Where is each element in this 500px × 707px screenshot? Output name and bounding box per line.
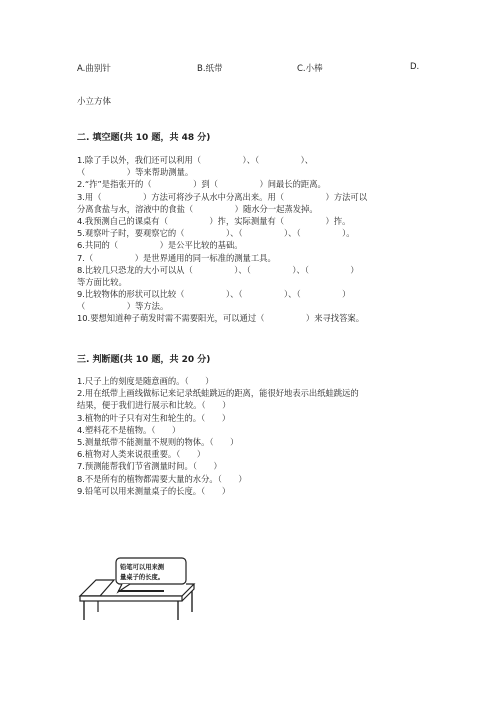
fill-in-questions <box>77 154 437 325</box>
bubble-text-2: 量桌子的长度。 <box>120 574 165 581</box>
question-line: 10.要想知道种子萌发时需不需要阳光，可以通过（ ）来寻找答案。 <box>77 313 364 324</box>
table-top-front <box>80 596 182 601</box>
question-line: 等方面比较。 <box>77 276 127 287</box>
option-a: A.曲别针 <box>77 64 111 74</box>
judge-line: 结果，便于我们进行展示和比较。（ ） <box>77 400 231 411</box>
judge-line: 1.尺子上的刻度是随意画的。（ ） <box>77 376 214 386</box>
judge-line: 7.预测能帮我们节省测量时间。（ ） <box>77 461 222 472</box>
judge-line: 5.测量纸带不能测量不规则的物体。（ ） <box>77 436 239 447</box>
option-d-continued: 小立方体 <box>77 97 112 107</box>
question-line: （ ）等来帮助测量。 <box>77 167 194 178</box>
option-c: C.小棒 <box>297 64 323 74</box>
question-line: 5.观察叶子时，要观察它的（ ）、（ ）、（ ）。 <box>77 228 355 239</box>
question-line: 2.“拃”是指张开的（ ）到（ ）间最长的距离。 <box>77 179 326 190</box>
section-3-title: 三. 判断题(共 10 题，共 20 分) <box>77 355 211 365</box>
option-d: D. <box>410 62 420 72</box>
bubble-text-1: 铅笔可以用来测 <box>120 564 165 571</box>
question-line: 9.比较物体的形状可以比较（ ）、（ ）、（ ） <box>77 289 351 300</box>
question-line: 3.用（ ）方法可将沙子从水中分离出来。用（ ）方法可以 <box>77 191 368 202</box>
question-line: （ ）等方法。 <box>77 301 169 312</box>
judge-line: 4.塑料花不是植物。（ ） <box>77 424 181 435</box>
judge-line: 8.不是所有的植物都需要大量的水分。（ ） <box>77 473 247 484</box>
question-line: 分离食盐与水，溶液中的食盐（ ）随水分一起蒸发掉。 <box>77 203 318 214</box>
question-line: 7.（ ）是世界通用的同一标准的测量工具。 <box>77 252 276 263</box>
judge-line: 3.植物的叶子只有对生和轮生的。（ ） <box>77 412 231 423</box>
judge-line: 9.铅笔可以用来测量桌子的长度。（ ） <box>77 485 231 496</box>
question-line: 4.我预测自己的课桌有（ ）拃，实际测量有（ ）拃。 <box>77 215 351 226</box>
question-line: 1.除了手以外，我们还可以利用（ ）、（ ）、 <box>77 155 314 165</box>
question-line: 6.共同的（ ）是公平比较的基础。 <box>77 240 243 251</box>
table-top-left <box>80 580 114 596</box>
judge-line: 6.植物对人类来说很重要。（ ） <box>77 449 206 460</box>
question-line: 8.比较几只恐龙的大小可以从（ ）、（ ）、（ ） <box>77 264 359 275</box>
table-illustration <box>78 556 198 622</box>
judge-line: 2.用在纸带上画线做标记来记录纸蛙跳远的距离，能很好地表示出纸蛙跳远的 <box>77 388 359 399</box>
true-false-questions <box>77 375 437 497</box>
option-b: B.纸带 <box>197 64 223 74</box>
section-2-title: 二. 填空题(共 10 题，共 48 分) <box>77 133 211 143</box>
